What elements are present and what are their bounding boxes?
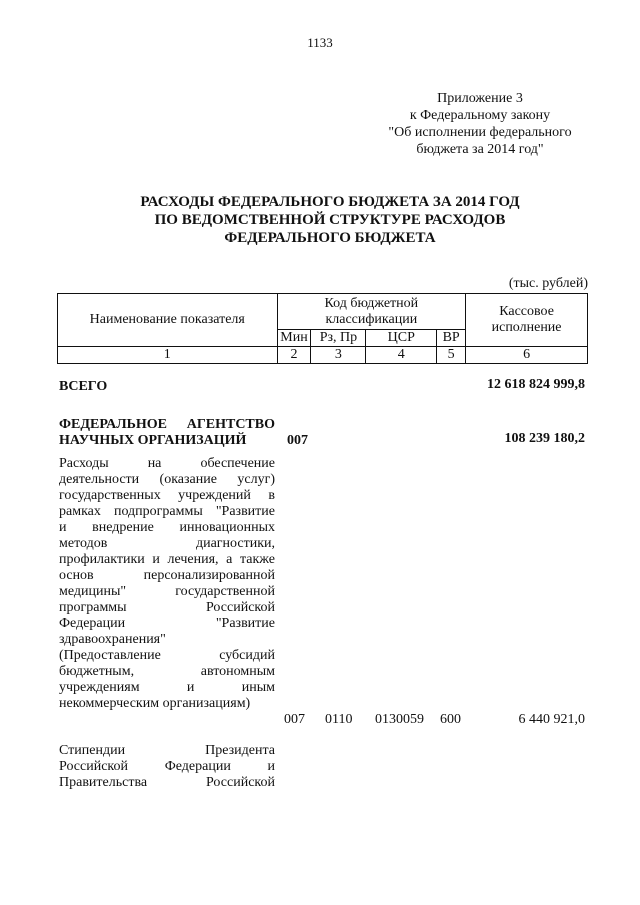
appendix-line: Приложение 3 bbox=[437, 91, 523, 106]
row2-line: Правительства Российской bbox=[59, 775, 275, 790]
col-number: 6 bbox=[466, 347, 588, 364]
row1-line: деятельности (оказание услуг) bbox=[59, 472, 275, 487]
row1-csr-code: 0130059 bbox=[375, 712, 424, 727]
header-code-group bbox=[277, 294, 466, 330]
header-rz: Рз, Пр bbox=[311, 330, 366, 347]
row1-line: методов диагностики, bbox=[59, 536, 275, 551]
col-number: 3 bbox=[311, 347, 366, 364]
row1-line: учреждениям и иным bbox=[59, 680, 275, 695]
table-header bbox=[57, 293, 588, 364]
row1-min-code: 007 bbox=[284, 712, 305, 727]
total-label: ВСЕГО bbox=[59, 379, 108, 394]
appendix-note bbox=[360, 90, 600, 158]
header-code-line: Код бюджетной bbox=[324, 295, 419, 311]
row1-line: бюджетным, автономным bbox=[59, 664, 275, 679]
units-label: (тыс. рублей) bbox=[508, 276, 588, 291]
row1-line: программы Российской bbox=[59, 600, 275, 615]
document-title bbox=[80, 193, 580, 247]
row1-line: и внедрение инновационных bbox=[59, 520, 275, 535]
header-name-col: Наименование показателя bbox=[58, 294, 278, 347]
header-code-line: классификации bbox=[325, 311, 418, 327]
appendix-line: бюджета за 2014 год" bbox=[416, 142, 544, 157]
col-number: 2 bbox=[277, 347, 311, 364]
row1-line: рамках подпрограммы "Развитие bbox=[59, 504, 275, 519]
row1-description bbox=[59, 456, 275, 712]
appendix-line: "Об исполнении федерального bbox=[388, 125, 572, 140]
agency-line: НАУЧНЫХ ОРГАНИЗАЦИЙ bbox=[59, 433, 247, 448]
agency-amount: 108 239 180,2 bbox=[504, 431, 585, 446]
row2-description bbox=[59, 743, 275, 791]
row1-line: государственных учреждений в bbox=[59, 488, 275, 503]
agency-line bbox=[59, 417, 275, 433]
title-line: ФЕДЕРАЛЬНОГО БЮДЖЕТА bbox=[224, 230, 436, 246]
appendix-line: к Федеральному закону bbox=[409, 108, 551, 123]
header-vr: ВР bbox=[437, 330, 466, 347]
col-number: 5 bbox=[437, 347, 466, 364]
agency-name bbox=[59, 417, 275, 449]
header-cash-line: исполнение bbox=[491, 320, 562, 335]
total-amount: 12 618 824 999,8 bbox=[487, 377, 585, 392]
row2-line: Стипендии Президента bbox=[59, 743, 275, 758]
col-number: 1 bbox=[58, 347, 278, 364]
row1-rz-code: 0110 bbox=[325, 712, 353, 727]
row1-line: здравоохранения" bbox=[59, 632, 166, 647]
row1-line: некоммерческим организациям) bbox=[59, 696, 251, 711]
row1-amount: 6 440 921,0 bbox=[518, 712, 585, 727]
header-min: Мин bbox=[277, 330, 311, 347]
header-cash-col bbox=[466, 294, 588, 347]
row1-line: Федерации "Развитие bbox=[59, 616, 275, 631]
col-number: 4 bbox=[366, 347, 437, 364]
row2-line: Российской Федерации и bbox=[59, 759, 275, 774]
agency-word: АГЕНТСТВО bbox=[186, 417, 275, 432]
page-number: 1133 bbox=[307, 35, 333, 50]
row1-line: основ персонализированной bbox=[59, 568, 275, 583]
title-line: ПО ВЕДОМСТВЕННОЙ СТРУКТУРЕ РАСХОДОВ bbox=[154, 212, 506, 228]
row1-line: Расходы на обеспечение bbox=[59, 456, 275, 471]
agency-min-code: 007 bbox=[287, 433, 308, 448]
row1-line: (Предоставление субсидий bbox=[59, 648, 275, 663]
title-line: РАСХОДЫ ФЕДЕРАЛЬНОГО БЮДЖЕТА ЗА 2014 ГОД bbox=[140, 194, 520, 210]
row1-vr-code: 600 bbox=[440, 712, 461, 727]
header-csr: ЦСР bbox=[366, 330, 437, 347]
header-cash-line: Кассовое bbox=[499, 304, 554, 319]
row1-line: медицины" государственной bbox=[59, 584, 275, 599]
row1-line: профилактики и лечения, а также bbox=[59, 552, 275, 567]
agency-word: ФЕДЕРАЛЬНОЕ bbox=[59, 417, 168, 432]
